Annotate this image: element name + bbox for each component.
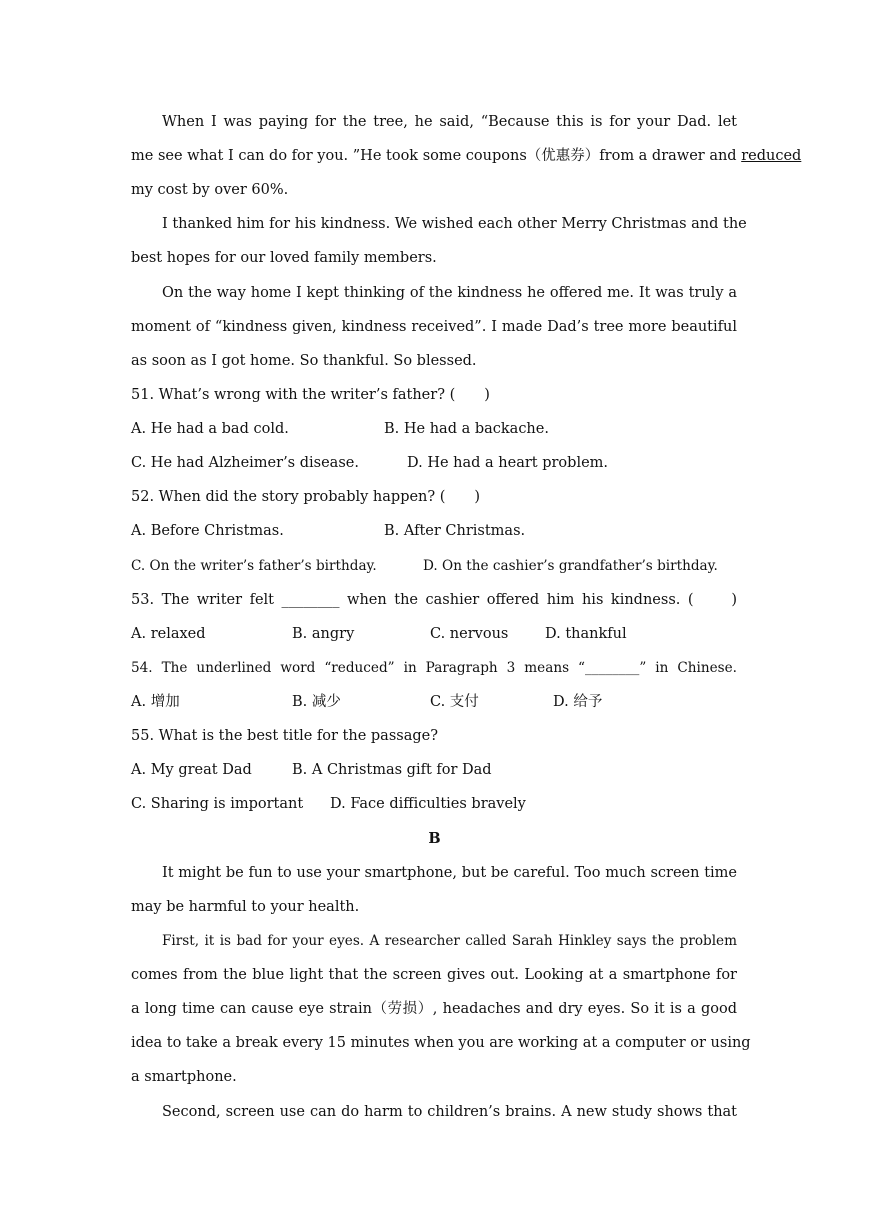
question-53-option-a: A. relaxed xyxy=(131,626,206,642)
question-55-option-b: B. A Christmas gift for Dad xyxy=(292,762,492,778)
section-b-p2-line3: a long time can cause eye strain（劳损）, headaches and dry eyes. So it is a good xyxy=(131,1001,737,1017)
section-b-p2-line2: comes from the blue light that the screen gives out. Looking at a smartphone for xyxy=(131,967,737,983)
question-55-option-c: C. Sharing is important xyxy=(131,796,304,812)
question-51-stem: 51. What’s wrong with the writer’s father? ( ) xyxy=(131,387,490,403)
question-52-option-c: C. On the writer’s father’s birthday. xyxy=(131,558,377,574)
question-52-option-b: B. After Christmas. xyxy=(384,523,526,539)
question-55-option-d: D. Face difficulties bravely xyxy=(330,796,526,812)
question-54-stem: 54. The underlined word “reduced” in Paragraph 3 means “________” in Chinese. xyxy=(131,660,737,676)
question-53-option-d: D. thankful xyxy=(545,626,627,642)
question-51-option-b: B. He had a backache. xyxy=(384,421,549,437)
passage-a-p2-line2: best hopes for our loved family members. xyxy=(131,250,437,266)
question-52-option-a: A. Before Christmas. xyxy=(131,523,284,539)
section-b-p1-line2: may be harmful to your health. xyxy=(131,899,360,915)
question-51-option-d: D. He had a heart problem. xyxy=(407,455,609,471)
section-b-p2-line4: idea to take a break every 15 minutes when you are working at a computer or using xyxy=(131,1035,751,1051)
section-b-p2-line1: First, it is bad for your eyes. A researcher called Sarah Hinkley says the problem xyxy=(162,933,737,949)
section-b-p1-line1: It might be fun to use your smartphone, but be careful. Too much screen time xyxy=(162,865,737,881)
question-54-option-c: C. 支付 xyxy=(430,694,479,710)
section-b-heading: B xyxy=(428,830,441,847)
question-54-option-a: A. 增加 xyxy=(131,694,180,710)
passage-a-p1-line2-text: me see what I can do for you. ”He took some coupons（优惠券）from a drawer and xyxy=(131,148,742,164)
passage-a-p1-line3: my cost by over 60%. xyxy=(131,182,289,198)
underlined-word-reduced: reduced xyxy=(741,148,802,164)
passage-a-p3-line3: as soon as I got home. So thankful. So blessed. xyxy=(131,353,477,369)
question-51-option-a: A. He had a bad cold. xyxy=(131,421,289,437)
question-51-option-c: C. He had Alzheimer’s disease. xyxy=(131,455,359,471)
question-52-option-d: D. On the cashier’s grandfather’s birthday. xyxy=(423,558,718,574)
passage-a-p2-line1: I thanked him for his kindness. We wished each other Merry Christmas and the xyxy=(162,216,747,232)
section-b-p3-line1: Second, screen use can do harm to children’s brains. A new study shows that xyxy=(162,1104,737,1120)
question-55-stem: 55. What is the best title for the passage? xyxy=(131,728,438,744)
passage-a-p3-line1: On the way home I kept thinking of the kindness he offered me. It was truly a xyxy=(162,285,737,301)
question-54-option-d: D. 给予 xyxy=(553,694,603,710)
section-b-p2-line5: a smartphone. xyxy=(131,1069,237,1085)
question-53-option-c: C. nervous xyxy=(430,626,509,642)
question-53-option-b: B. angry xyxy=(292,626,355,642)
question-53-stem: 53. The writer felt ________ when the cashier offered him his kindness. ( ) xyxy=(131,592,737,608)
question-55-option-a: A. My great Dad xyxy=(131,762,252,778)
question-54-option-b: B. 减少 xyxy=(292,694,341,710)
passage-a-p1-line1: When I was paying for the tree, he said, “Because this is for your Dad. let xyxy=(162,114,737,130)
passage-a-p1-line2 xyxy=(131,146,802,166)
question-52-stem: 52. When did the story probably happen? ( ) xyxy=(131,489,481,505)
passage-a-p3-line2: moment of “kindness given, kindness received”. I made Dad’s tree more beautiful xyxy=(131,319,737,335)
